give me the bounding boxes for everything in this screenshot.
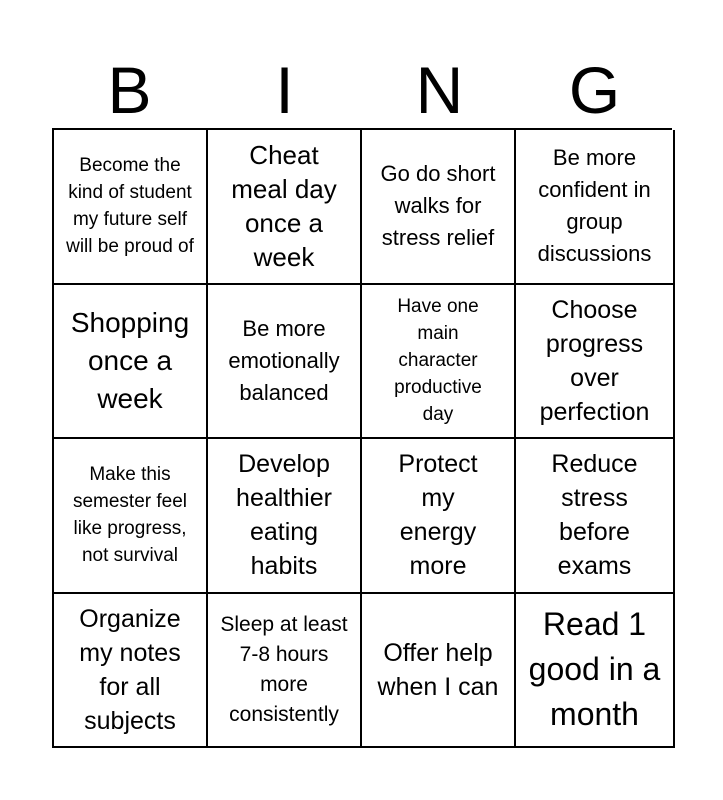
cell-text: Become the kind of student my future self will be proud of [66, 155, 194, 258]
bingo-header [52, 52, 672, 128]
cell-text: Reduce stress before exams [551, 450, 638, 581]
bingo-cell-r4c4[interactable] [516, 594, 675, 749]
cell-text: Protect my energy more [398, 450, 478, 581]
bingo-cell-r2c2[interactable] [208, 285, 362, 440]
cell-text: Offer help when I can [377, 638, 499, 701]
bingo-cell-r4c2[interactable] [208, 594, 362, 749]
bingo-cell-r1c4[interactable] [516, 130, 675, 285]
cell-text: Develop healthier eating habits [236, 450, 332, 581]
bingo-cell-r1c3[interactable] [362, 130, 516, 285]
bingo-cell-r2c4[interactable] [516, 285, 675, 440]
header-letter-n: N [415, 53, 464, 127]
bingo-cell-r3c1[interactable] [54, 439, 208, 594]
bingo-cell-r3c3[interactable] [362, 439, 516, 594]
cell-text: Be more confident in group discussions [537, 145, 652, 267]
cell-text: Have one main character productive day [394, 296, 482, 426]
bingo-cell-r3c4[interactable] [516, 439, 675, 594]
cell-text: Go do short walks for stress relief [380, 161, 496, 251]
bingo-cell-r1c2[interactable] [208, 130, 362, 285]
cell-text: Shopping once a week [70, 306, 190, 414]
bingo-cell-r2c3[interactable] [362, 285, 516, 440]
bingo-board [52, 128, 672, 748]
bingo-cell-r4c3[interactable] [362, 594, 516, 749]
bingo-cell-r1c1[interactable] [54, 130, 208, 285]
cell-text: Organize my notes for all subjects [79, 604, 181, 735]
header-letter-b: B [107, 53, 152, 127]
cell-text: Sleep at least 7-8 hours more consistently [220, 612, 348, 726]
cell-text: Make this semester feel like progress, not survival [72, 464, 188, 567]
cell-text: Cheat meal day once a week [231, 140, 337, 273]
cell-text: Choose progress over perfection [539, 295, 650, 426]
bingo-cell-r4c1[interactable] [54, 594, 208, 749]
cell-text: Be more emotionally balanced [228, 315, 340, 405]
header-letter-i: I [275, 53, 294, 127]
header-letter-g: G [568, 53, 621, 127]
bingo-cell-r2c1[interactable] [54, 285, 208, 440]
bingo-cell-r3c2[interactable] [208, 439, 362, 594]
cell-text: Read 1 good in a month [528, 606, 661, 733]
